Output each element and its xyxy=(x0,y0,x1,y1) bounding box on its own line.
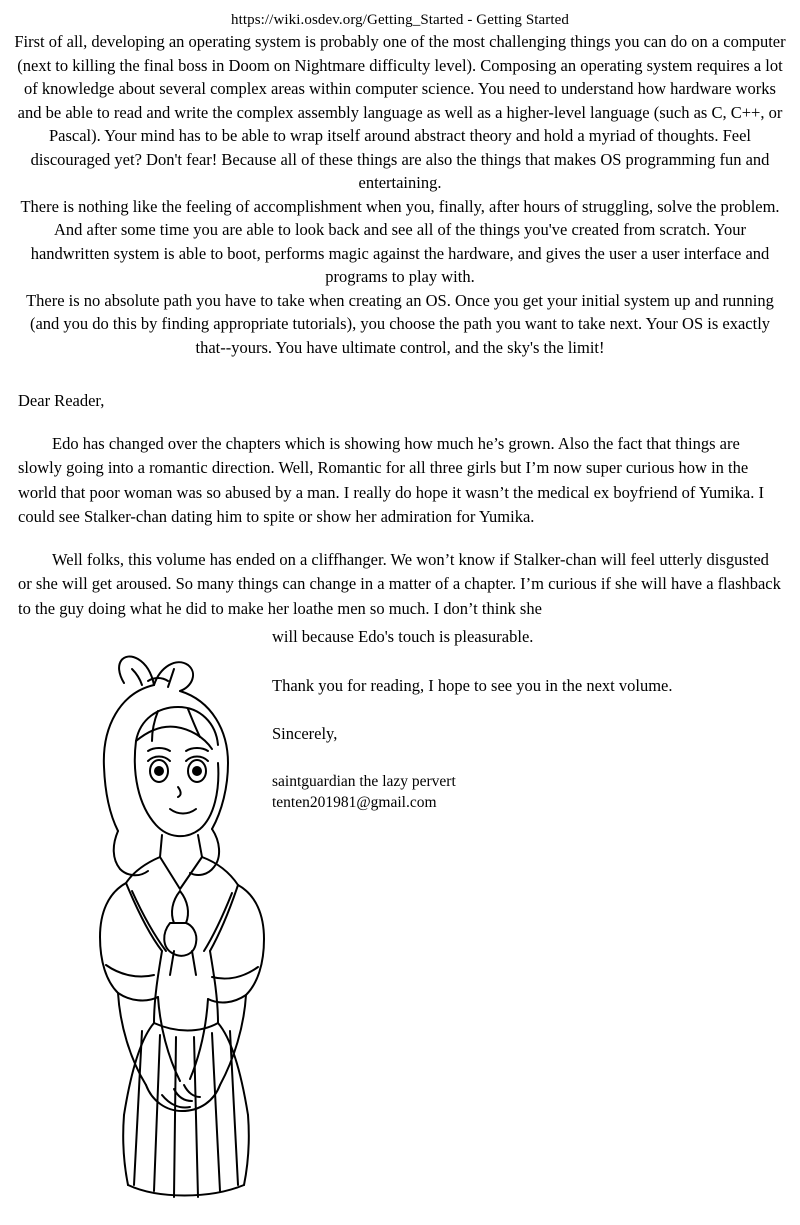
spacer xyxy=(18,414,782,432)
letter-body-paragraph-2: Well folks, this volume has ended on a cliffhanger. We won’t know if Stalker-chan will feel utterly disgusted or she will get aroused. So many things can change in a matter of a chapter. I’m curious if she will have a flashback to the guy doing what he did to make her loathe men so much. I don’t think she xyxy=(18,549,781,618)
intro-section xyxy=(0,30,800,359)
letter-signoff: Sincerely, xyxy=(272,724,338,743)
spacer xyxy=(272,650,772,674)
spacer xyxy=(0,359,800,389)
signature-email: tenten201981@gmail.com xyxy=(272,793,437,811)
intro-paragraph-3: There is no absolute path you have to take when creating an OS. Once you get your initial system up and running (and you do this by finding appropriate tutorials), you choose the path you want to take next. Your OS is exactly that--yours. You have ultimate control, and the sky's the limit! xyxy=(26,290,774,357)
intro-paragraph-1: First of all, developing an operating system is probably one of the most challenging things you can do on a computer (next to killing the final boss in Doom on Nightmare difficulty level). Composing an operating system requires a lot of knowledge about several complex areas within computer science. You need to understand how hardware works and be able to read and write the complex assembly language as well as a higher-level language (such as C, C++, or Pascal). Your mind has to be able to wrap itself around abstract theory and hold a myriad of thoughts. Feel discouraged yet? Don't fear! Because all of these things are also the things that makes OS programming fun and entertaining. xyxy=(14,32,786,192)
spacer xyxy=(272,747,772,771)
intro-paragraph-2: There is nothing like the feeling of accomplishment when you, finally, after hours of struggling, solve the problem. And after some time you are able to look back and see all of the things you've created from scratch. Your handwritten system is able to boot, performs magic against the hardware, and gives the user a user interface and programs to play with. xyxy=(20,196,780,286)
spacer xyxy=(18,530,782,548)
letter-body-paragraph-1: Edo has changed over the chapters which is showing how much he’s grown. Also the fact that things are slowly going into a romantic direction. Well, Romantic for all three girls but I’m now super curious how in the world that poor woman was so abused by a man. I really do hope it wasn’t the medical ex boyfriend of Yumika. I could see Stalker-chan dating him to spite or show her admiration for Yumika. xyxy=(18,433,764,526)
letter-body-paragraph-2-wrap: will because Edo's touch is pleasurable. xyxy=(272,627,534,646)
closing-text xyxy=(272,625,772,813)
signature-name: saintguardian the lazy pervert xyxy=(272,772,456,790)
letter-thanks: Thank you for reading, I hope to see you in the next volume. xyxy=(272,675,673,695)
letter-salutation: Dear Reader, xyxy=(18,391,105,410)
closing-section xyxy=(0,625,800,1185)
spacer xyxy=(272,698,772,722)
page-header-url: https://wiki.osdev.org/Getting_Started - Getting Started xyxy=(230,12,570,28)
letter-section xyxy=(0,389,800,621)
